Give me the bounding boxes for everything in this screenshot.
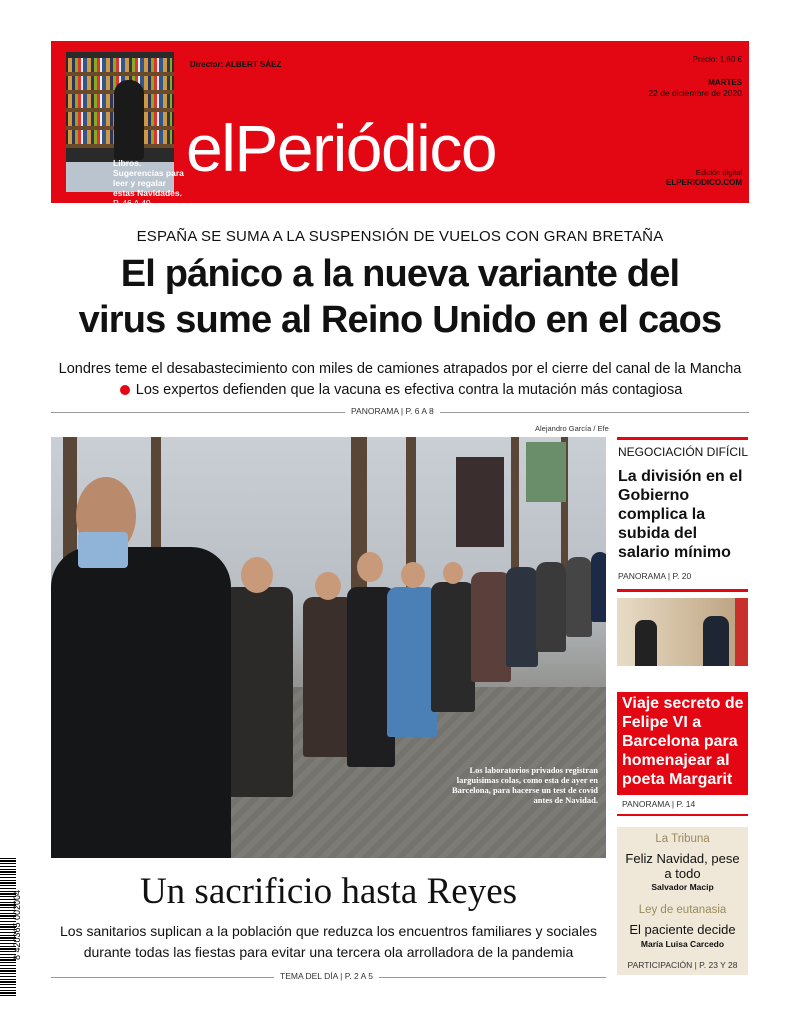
story1-title[interactable]: La división en el Gobierno complica la subida del salario mínimo [618,468,743,561]
lead-headline-line2: virus sume al Reino Unido en el caos [78,299,722,341]
lead-subhead-part2: Los expertos defienden que la vacuna es efectiva contra la mutación más contagiosa [135,382,683,398]
story-top-bar [617,589,748,592]
director-line: Director: ALBERT SÁEZ [190,60,282,69]
lead-kicker: ESPAÑA SE SUMA A LA SUSPENSIÓN DE VUELOS CON GRAN BRETAÑA [136,228,664,245]
teaser-caption[interactable] [113,158,188,208]
opinion-author-1: Salvador Macip [651,882,714,892]
story1-label: NEGOCIACIÓN DIFÍCIL [618,445,749,459]
bottom-subhead: Los sanitarios suplican a la población que reduzca los encuentros familiares y sociales durante todas las fiestas para evitar una tercera ola arrolladora de la pandemia [60,923,597,960]
photo-credit: Alejandro García / Efe [535,424,609,433]
photo-caption: Los laboratorios privados registran larguísimas colas, como esta de ayer en Barcelona, para hacerse un test de covid antes de Navidad. [452,765,598,805]
opinion-title-2[interactable]: El paciente decide [629,922,736,937]
opinion-section-ref[interactable]: PARTICIPACIÓN | P. 23 Y 28 [627,960,738,970]
lead-section-ref[interactable]: PANORAMA | P. 6 A 8 [345,406,440,416]
edition-label: Edición digital [695,168,742,177]
story-top-bar [617,437,748,440]
lead-subhead [58,359,742,401]
lead-subhead-part1: Londres teme el desabastecimiento con miles de camiones atrapados por el cierre del canal de la Mancha [58,361,742,377]
opinion-box [617,827,748,975]
story2-section-ref[interactable]: PANORAMA | P. 14 [622,799,696,809]
edition-url-link[interactable]: ELPERIODICO.COM [665,178,742,187]
divider [617,814,748,816]
price: Precio: 1,60 € [692,55,742,64]
story2-photo[interactable] [617,598,748,666]
story1-section-ref[interactable]: PANORAMA | P. 20 [618,571,692,581]
opinion-author-2: María Luisa Carcedo [640,939,725,949]
newspaper-logo[interactable]: elPeriódico [186,111,497,185]
teaser-caption-text: Libros. Sugerencias para leer y regalar estas Navidades. [113,158,184,198]
bullet-dot-icon [120,385,130,395]
teaser-pages: P. 46 A 49 [113,198,151,208]
lead-headline[interactable] [40,251,760,343]
barcode-number: 8 420365 002004 [12,889,22,961]
story2-label: PREMIO CERVANTES [623,672,746,686]
bottom-section-ref[interactable]: TEMA DEL DÍA | P. 2 A 5 [274,971,379,981]
lead-headline-line1: El pánico a la nueva variante del [120,253,680,295]
weekday: MARTES [708,78,742,87]
bottom-headline[interactable]: Un sacrificio hasta Reyes [139,871,518,912]
opinion-title-1[interactable]: Feliz Navidad, pese a todo [625,851,740,881]
opinion-heading-1: La Tribuna [655,833,710,845]
opinion-heading-2: Ley de eutanasia [638,904,727,916]
issue-date: 22 de diciembre de 2020 [648,88,742,98]
story2-title[interactable]: Viaje secreto de Felipe VI a Barcelona para homenajear al poeta Margarit [622,695,744,788]
